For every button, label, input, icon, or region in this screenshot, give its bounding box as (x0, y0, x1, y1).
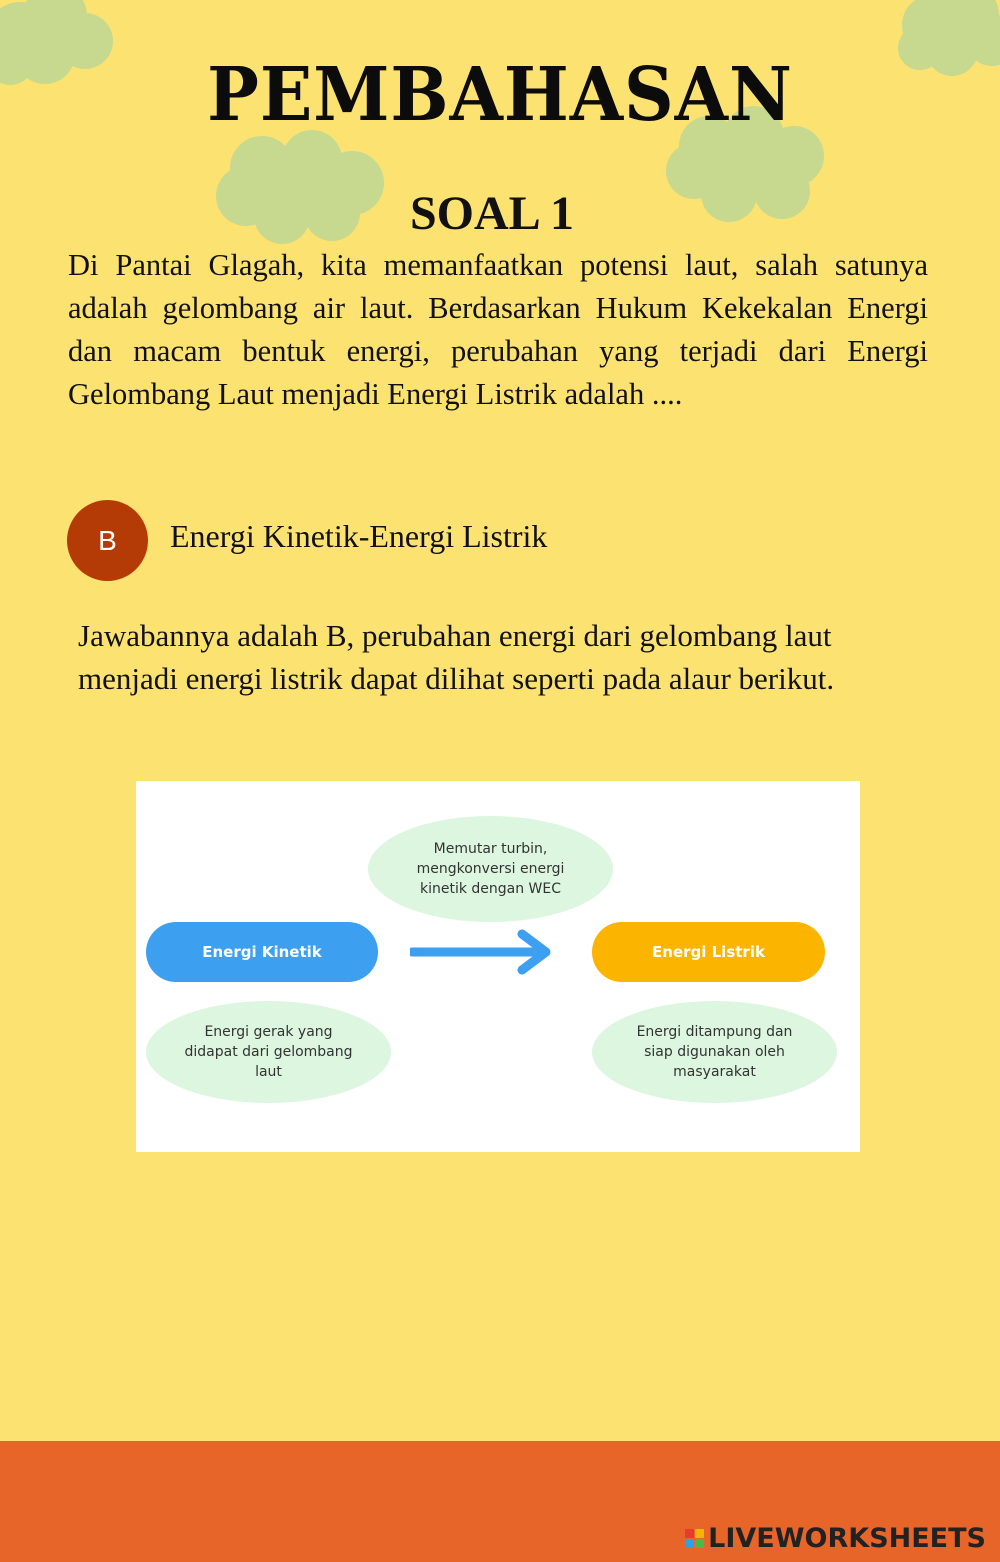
right-bubble (592, 1001, 837, 1103)
arrow-right-icon (410, 929, 556, 975)
right-bubble-line: Energi ditampung dan (636, 1024, 793, 1040)
right-bubble-line: siap digunakan oleh (644, 1044, 785, 1060)
top-bubble (368, 816, 613, 922)
kinetic-energy-pill: Energi Kinetik (146, 922, 378, 982)
left-bubble-line: laut (255, 1064, 282, 1080)
brand-name: LIVEWORKSHEETS (708, 1523, 986, 1554)
left-bubble (146, 1001, 391, 1103)
cloud-decoration-left (212, 128, 392, 246)
top-bubble-line: mengkonversi energi (416, 861, 565, 877)
footer-bar (0, 1441, 1000, 1562)
right-bubble-line: masyarakat (673, 1064, 756, 1080)
energy-flow-diagram (136, 781, 860, 1152)
top-bubble-line: Memutar turbin, (433, 841, 548, 857)
electric-energy-pill: Energi Listrik (592, 922, 825, 982)
question-text: Di Pantai Glagah, kita memanfaatkan potensi laut, salah satunya adalah gelombang air laut. Berdasarkan Hukum Kekekalan Energi dan macam bentuk energi, perubahan yang terjadi dari Energi Gelombang Laut menjadi Energi Listrik adalah .... (68, 248, 928, 411)
page-title: PEMBAHASAN (207, 52, 793, 138)
liveworksheets-logo (685, 1523, 986, 1554)
answer-option-text: Energi Kinetik-Energi Listrik (170, 518, 548, 554)
question-number: SOAL 1 (409, 187, 575, 240)
left-bubble-line: didapat dari gelombang (184, 1044, 353, 1060)
left-bubble-line: Energi gerak yang (204, 1024, 333, 1040)
top-bubble-line: kinetik dengan WEC (419, 881, 562, 897)
answer-option-badge[interactable]: B (67, 500, 148, 581)
explanation-text: Jawabannya adalah B, perubahan energi dari gelombang laut menjadi energi listrik dapat dilihat seperti pada alaur berikut. (78, 618, 835, 696)
logo-blocks-icon (685, 1529, 704, 1548)
